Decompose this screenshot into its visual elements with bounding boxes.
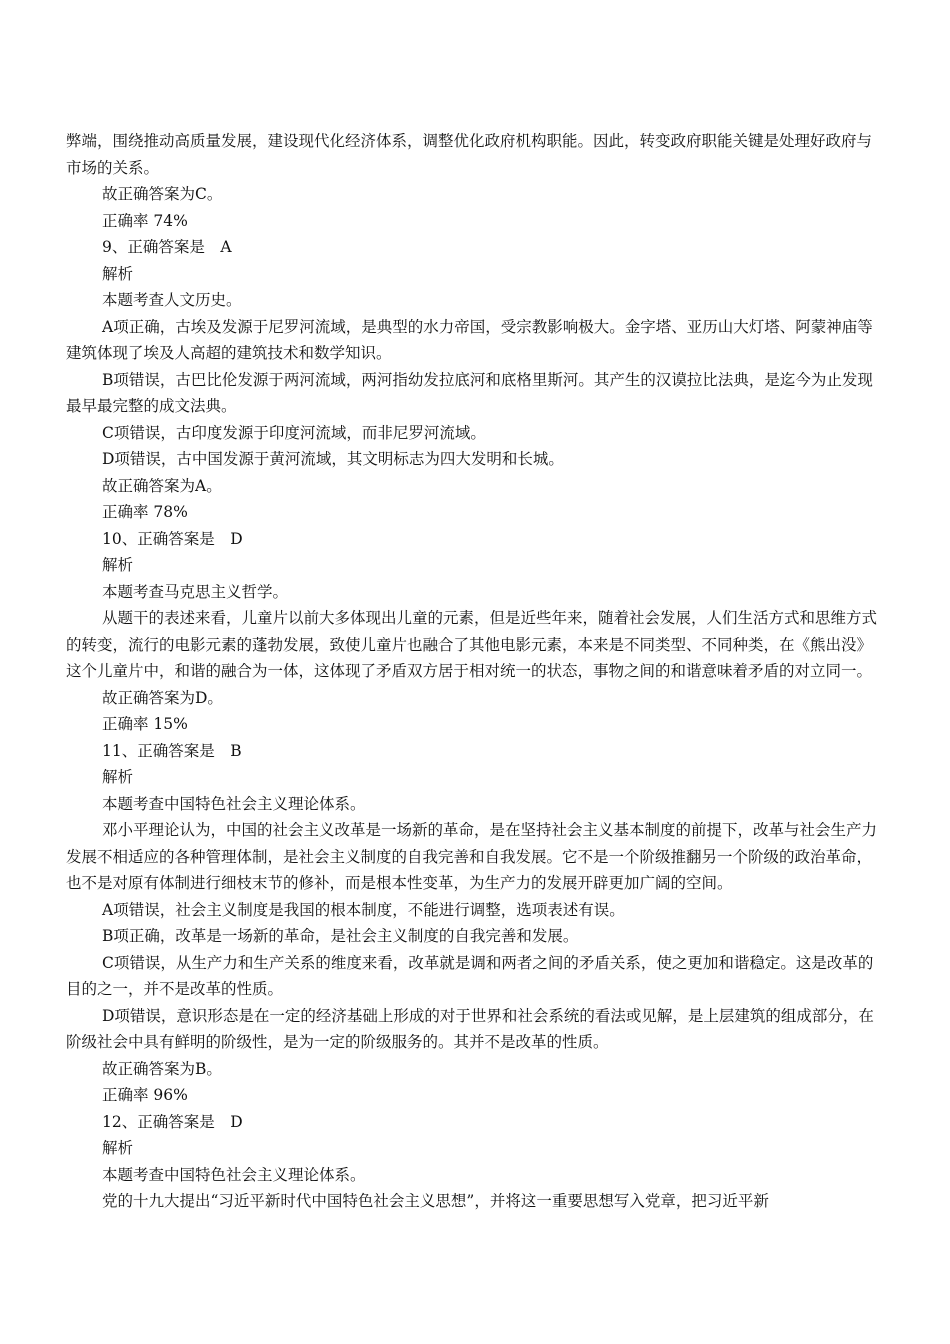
question-answer-heading: 10、正确答案是 D — [102, 529, 243, 548]
question-answer-heading: 11、正确答案是 B — [102, 741, 242, 760]
option-explanation: D项错误，意识形态是在一定的经济基础上形成的对于世界和社会系统的看法或见解，是上层建筑的组成部分，在阶级社会中具有鲜明的阶级性，是为一定的阶级服务的。其并不是改革的性质。 — [66, 1006, 874, 1051]
option-explanation: B项正确，改革是一场新的革命，是社会主义制度的自我完善和发展。 — [102, 927, 579, 945]
analysis-label: 解析 — [102, 768, 134, 786]
topic-statement: 本题考查人文历史。 — [102, 291, 242, 309]
topic-statement: 本题考查中国特色社会主义理论体系。 — [102, 1165, 366, 1184]
answer-statement: 故正确答案为A。 — [102, 476, 222, 495]
accuracy-rate: 正确率 96% — [102, 1086, 188, 1104]
question-answer-heading: 12、正确答案是 D — [102, 1112, 243, 1131]
answer-statement: 故正确答案为C。 — [102, 185, 223, 203]
analysis-paragraph: 从题干的表述来看，儿童片以前大多体现出儿童的元素，但是近些年来，随着社会发展，人们生活方式和思维方式的转变，流行的电影元素的蓬勃发展，致使儿童片也融合了其他电影元素，本来是不同类型、不同种类，在《熊出没》这个儿童片中，和谐的融合为一体，这体现了矛盾双方居于相对统一的状态，事物之间的和谐意味着矛盾的对立同一。 — [66, 609, 878, 680]
analysis-label: 解析 — [102, 1139, 134, 1157]
analysis-paragraph: 邓小平理论认为，中国的社会主义改革是一场新的革命，是在坚持社会主义基本制度的前提下，改革与社会生产力发展不相适应的各种管理体制，是社会主义制度的自我完善和自我发展。它不是一个阶级推翻另一个阶级的政治革命，也不是对原有体制进行细枝末节的修补，而是根本性变革，为生产力的发展开辟更加广阔的空间。 — [66, 821, 878, 892]
accuracy-rate: 正确率 78% — [102, 503, 188, 521]
document-page — [66, 128, 881, 1215]
analysis-paragraph: 党的十九大提出“习近平新时代中国特色社会主义思想”，并将这一重要思想写入党章，把习近平新 — [102, 1192, 769, 1210]
option-explanation: D项错误，古中国发源于黄河流域，其文明标志为四大发明和长城。 — [102, 450, 564, 468]
question-answer-heading: 9、正确答案是 A — [102, 238, 232, 256]
option-explanation: A项错误，社会主义制度是我国的根本制度，不能进行调整，选项表述有误。 — [102, 900, 625, 919]
analysis-label: 解析 — [102, 556, 134, 574]
answer-statement: 故正确答案为B。 — [102, 1059, 222, 1078]
topic-statement: 本题考查中国特色社会主义理论体系。 — [102, 794, 366, 813]
topic-statement: 本题考查马克思主义哲学。 — [102, 582, 289, 601]
accuracy-rate: 正确率 15% — [102, 715, 188, 733]
answer-statement: 故正确答案为D。 — [102, 688, 223, 707]
accuracy-rate: 正确率 74% — [102, 211, 188, 230]
option-explanation: B项错误，古巴比伦发源于两河流域，两河指幼发拉底河和底格里斯河。其产生的汉谟拉比法典，是迄今为止发现最早最完整的成文法典。 — [66, 370, 873, 415]
option-explanation: A项正确，古埃及发源于尼罗河流域，是典型的水力帝国，受宗教影响极大。金字塔、亚历山大灯塔、阿蒙神庙等建筑体现了埃及人高超的建筑技术和数学知识。 — [66, 317, 873, 362]
analysis-label: 解析 — [102, 264, 134, 283]
paragraph-continuation: 弊端，围绕推动高质量发展，建设现代化经济体系，调整优化政府机构职能。因此，转变政府职能关键是处理好政府与市场的关系。 — [66, 132, 873, 177]
option-explanation: C项错误，从生产力和生产关系的维度来看，改革就是调和两者之间的矛盾关系，使之更加和谐稳定。这是改革的目的之一，并不是改革的性质。 — [66, 953, 874, 998]
option-explanation: C项错误，古印度发源于印度河流域，而非尼罗河流域。 — [102, 423, 486, 442]
